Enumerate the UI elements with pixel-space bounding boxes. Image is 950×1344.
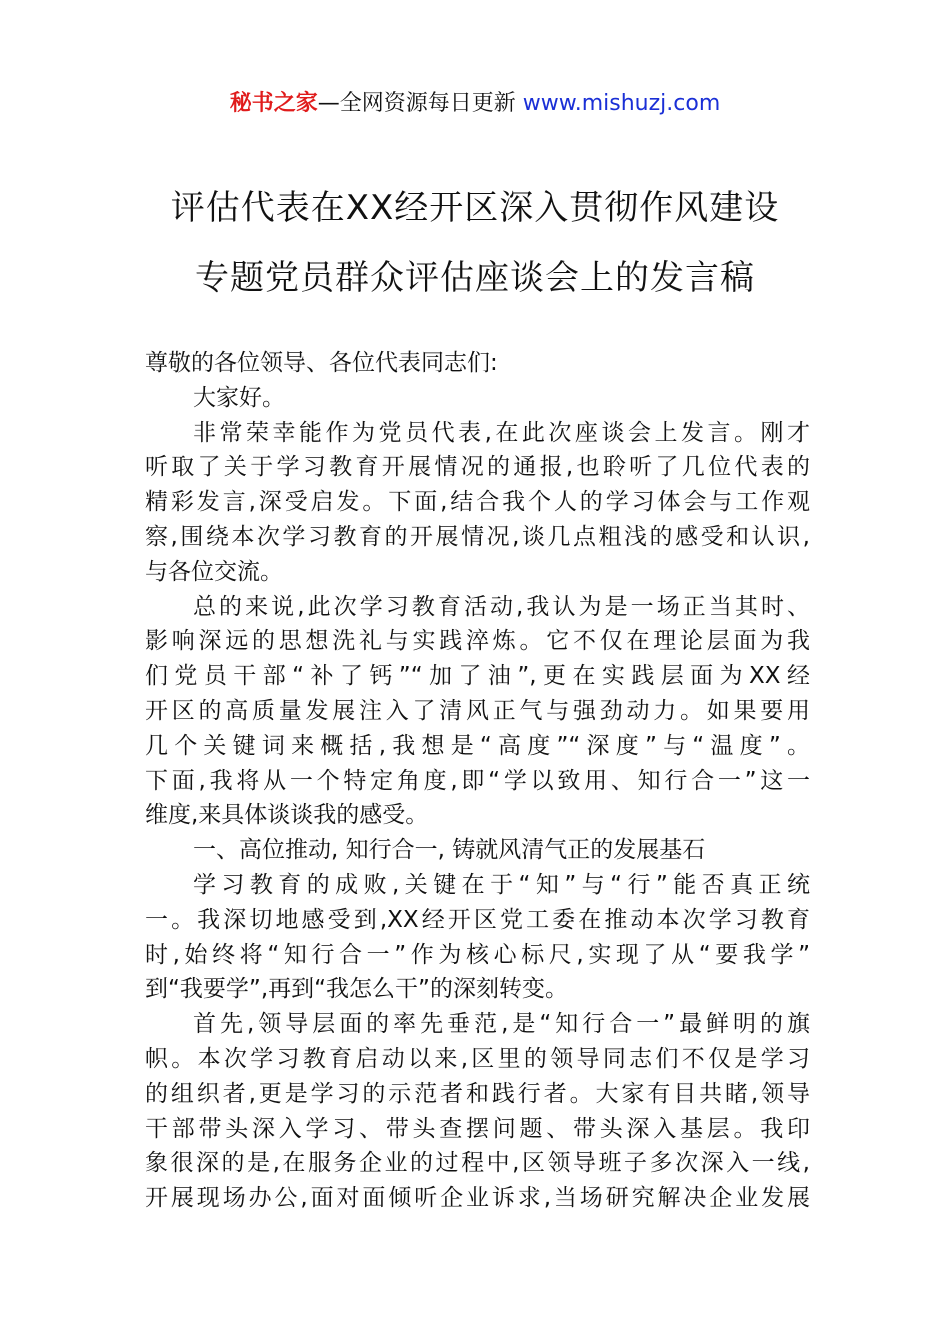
body-line: 帜。本次学习教育启动以来,区里的领导同志们不仅是学习: [145, 1045, 810, 1072]
body-line: 学习教育的成败,关键在于“知”与“行”能否真正统: [193, 871, 810, 898]
greeting: 大家好。: [193, 384, 285, 411]
body-line: 干部带头深入学习、带头查摆问题、带头深入基层。我印: [145, 1115, 810, 1142]
site-tagline: —全网资源每日更新: [317, 91, 523, 116]
site-header: [0, 86, 950, 122]
body-line: 象很深的是,在服务企业的过程中,区领导班子多次深入一线,: [145, 1150, 810, 1177]
body-line: 听取了关于学习教育开展情况的通报,也聆听了几位代表的: [145, 454, 810, 481]
body-line: 的组织者,更是学习的示范者和践行者。大家有目共睹,领导: [145, 1080, 810, 1107]
site-url-link[interactable]: www.mishuzj.com: [522, 91, 721, 116]
body-line: 非常荣幸能作为党员代表,在此次座谈会上发言。刚才: [193, 419, 810, 446]
body-line: 开区的高质量发展注入了清风正气与强劲动力。如果要用: [145, 697, 810, 724]
body-line: 一。我深切地感受到,XX经开区党工委在推动本次学习教育: [145, 906, 810, 933]
document-body: [145, 346, 810, 1216]
body-line: 时,始终将“知行合一”作为核心标尺,实现了从“要我学”: [145, 941, 810, 968]
body-line: 总的来说,此次学习教育活动,我认为是一场正当其时、: [193, 593, 810, 620]
body-line: 维度,来具体谈谈我的感受。: [145, 802, 429, 829]
body-line: 到“我要学”,再到“我怎么干”的深刻转变。: [145, 976, 568, 1003]
section-heading: 一、高位推动, 知行合一, 铸就风清气正的发展基石: [193, 837, 706, 864]
body-line: 察,围绕本次学习教育的开展情况,谈几点粗浅的感受和认识,: [145, 523, 810, 550]
body-line: 开展现场办公,面对面倾听企业诉求,当场研究解决企业发展: [145, 1185, 810, 1212]
body-line: 下面,我将从一个特定角度,即“学以致用、知行合一”这一: [145, 767, 810, 794]
document-title-line-1: 评估代表在XX经开区深入贯彻作风建设: [170, 188, 780, 228]
body-line: 们党员干部“补了钙”“加了油”,更在实践层面为XX经: [145, 663, 810, 690]
salutation: 尊敬的各位领导、各位代表同志们:: [145, 350, 498, 376]
site-brand: 秘书之家: [229, 91, 318, 116]
body-line: 几个关键词来概括,我想是“高度”“深度”与“温度”。: [145, 732, 810, 759]
body-line: 影响深远的思想洗礼与实践淬炼。它不仅在理论层面为我: [145, 628, 810, 655]
body-line: 与各位交流。: [145, 558, 283, 585]
document-title-line-2: 专题党员群众评估座谈会上的发言稿: [195, 258, 755, 298]
body-line: 精彩发言,深受启发。下面,结合我个人的学习体会与工作观: [145, 489, 810, 516]
body-line: 首先,领导层面的率先垂范,是“知行合一”最鲜明的旗: [193, 1011, 810, 1038]
